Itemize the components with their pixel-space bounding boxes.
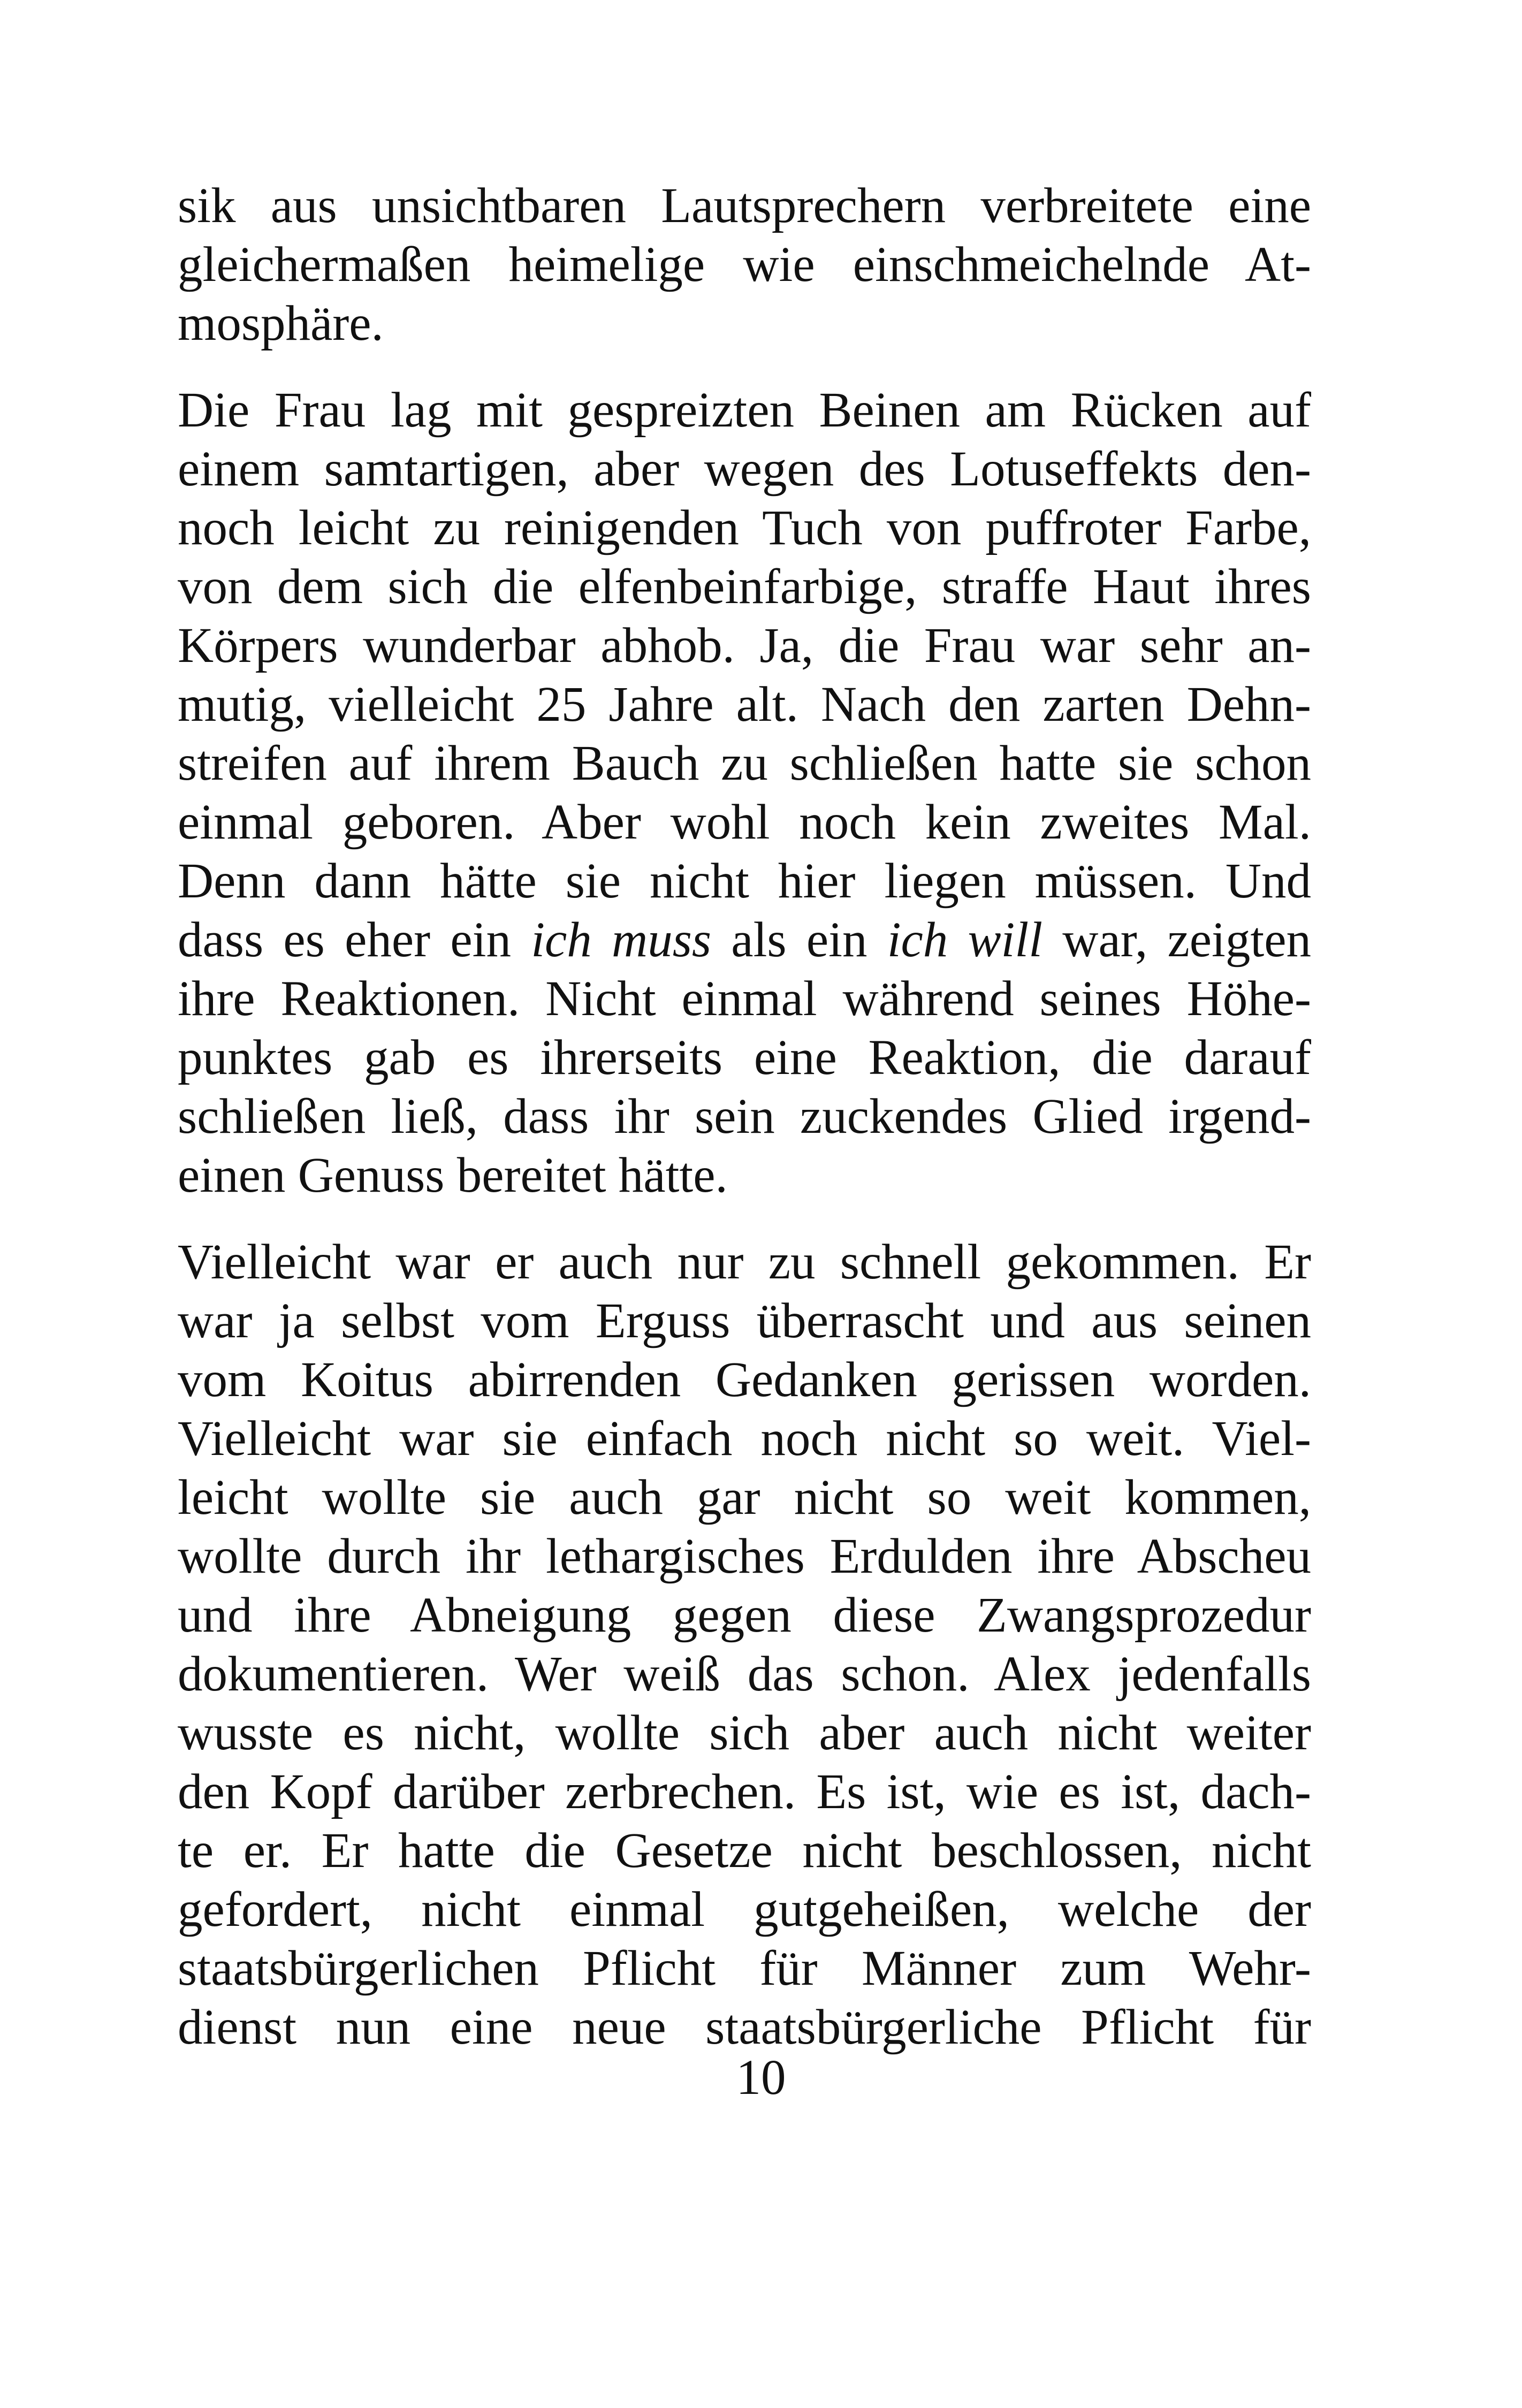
page-number: 10 <box>736 2050 786 2105</box>
text-line: den Kopf darüber zerbrechen. Es ist, wie es ist, dach- <box>178 1764 1311 1819</box>
text-line: sik aus unsichtbaren Lautsprechern verbreitete eine <box>178 178 1311 233</box>
text-line: mosphäre. <box>178 296 384 351</box>
text-line: streifen auf ihrem Bauch zu schließen hatte sie schon <box>178 736 1311 791</box>
text-line: vom Koitus abirrenden Gedanken gerissen worden. <box>178 1352 1311 1407</box>
text-segment: dass es eher ein <box>178 912 531 967</box>
text-segment: war, zeigten <box>1042 912 1311 967</box>
paragraph-gap <box>178 353 1311 381</box>
text-line: einem samtartigen, aber wegen des Lotuseffekts den- <box>178 441 1311 497</box>
text-line: wollte durch ihr lethargisches Erdulden ihre Abscheu <box>178 1529 1311 1584</box>
text-segment: als ein <box>711 912 887 967</box>
text-line <box>178 911 1311 970</box>
paragraph <box>178 177 1311 353</box>
text-line: Die Frau lag mit gespreizten Beinen am Rücken auf <box>178 383 1311 438</box>
text-line: und ihre Abneigung gegen diese Zwangsprozedur <box>178 1588 1311 1643</box>
text-line: staatsbürgerlichen Pflicht für Männer zum Wehr- <box>178 1941 1311 1996</box>
italic-text: ich muss <box>531 912 712 967</box>
paragraph <box>178 1233 1311 2057</box>
text-line: te er. Er hatte die Gesetze nicht beschlossen, nicht <box>178 1823 1311 1878</box>
text-line: ihre Reaktionen. Nicht einmal während seines Höhe- <box>178 971 1311 1026</box>
text-line: Vielleicht war sie einfach noch nicht so weit. Viel- <box>178 1411 1311 1466</box>
text-line: schließen ließ, dass ihr sein zuckendes Glied irgend- <box>178 1089 1311 1144</box>
italic-text: ich will <box>887 912 1043 967</box>
text-line: dokumentieren. Wer weiß das schon. Alex jedenfalls <box>178 1647 1311 1702</box>
text-line: war ja selbst vom Erguss überrascht und aus seinen <box>178 1293 1311 1348</box>
text-line: dienst nun eine neue staatsbürgerliche Pflicht für <box>178 2000 1311 2055</box>
text-line: punktes gab es ihrerseits eine Reaktion, die darauf <box>178 1030 1311 1085</box>
text-line: einmal geboren. Aber wohl noch kein zweites Mal. <box>178 795 1311 850</box>
text-line: einen Genuss bereitet hätte. <box>178 1148 728 1203</box>
paragraph <box>178 381 1311 1205</box>
text-line: gleichermaßen heimelige wie einschmeichelnde At- <box>178 237 1311 292</box>
text-line: von dem sich die elfenbeinfarbige, straffe Haut ihres <box>178 559 1311 614</box>
paragraph-gap <box>178 1205 1311 1233</box>
text-line: leicht wollte sie auch gar nicht so weit kommen, <box>178 1470 1311 1525</box>
text-line: Körpers wunderbar abhob. Ja, die Frau war sehr an- <box>178 618 1311 673</box>
text-line: Vielleicht war er auch nur zu schnell gekommen. Er <box>178 1235 1311 1290</box>
text-line: Denn dann hätte sie nicht hier liegen müssen. Und <box>178 854 1311 909</box>
body-text <box>178 177 1311 2057</box>
text-line: mutig, vielleicht 25 Jahre alt. Nach den zarten Dehn- <box>178 677 1311 732</box>
text-line: noch leicht zu reinigenden Tuch von puffroter Farbe, <box>178 500 1311 555</box>
text-line: wusste es nicht, wollte sich aber auch nicht weiter <box>178 1705 1311 1761</box>
text-line: gefordert, nicht einmal gutgeheißen, welche der <box>178 1882 1311 1937</box>
